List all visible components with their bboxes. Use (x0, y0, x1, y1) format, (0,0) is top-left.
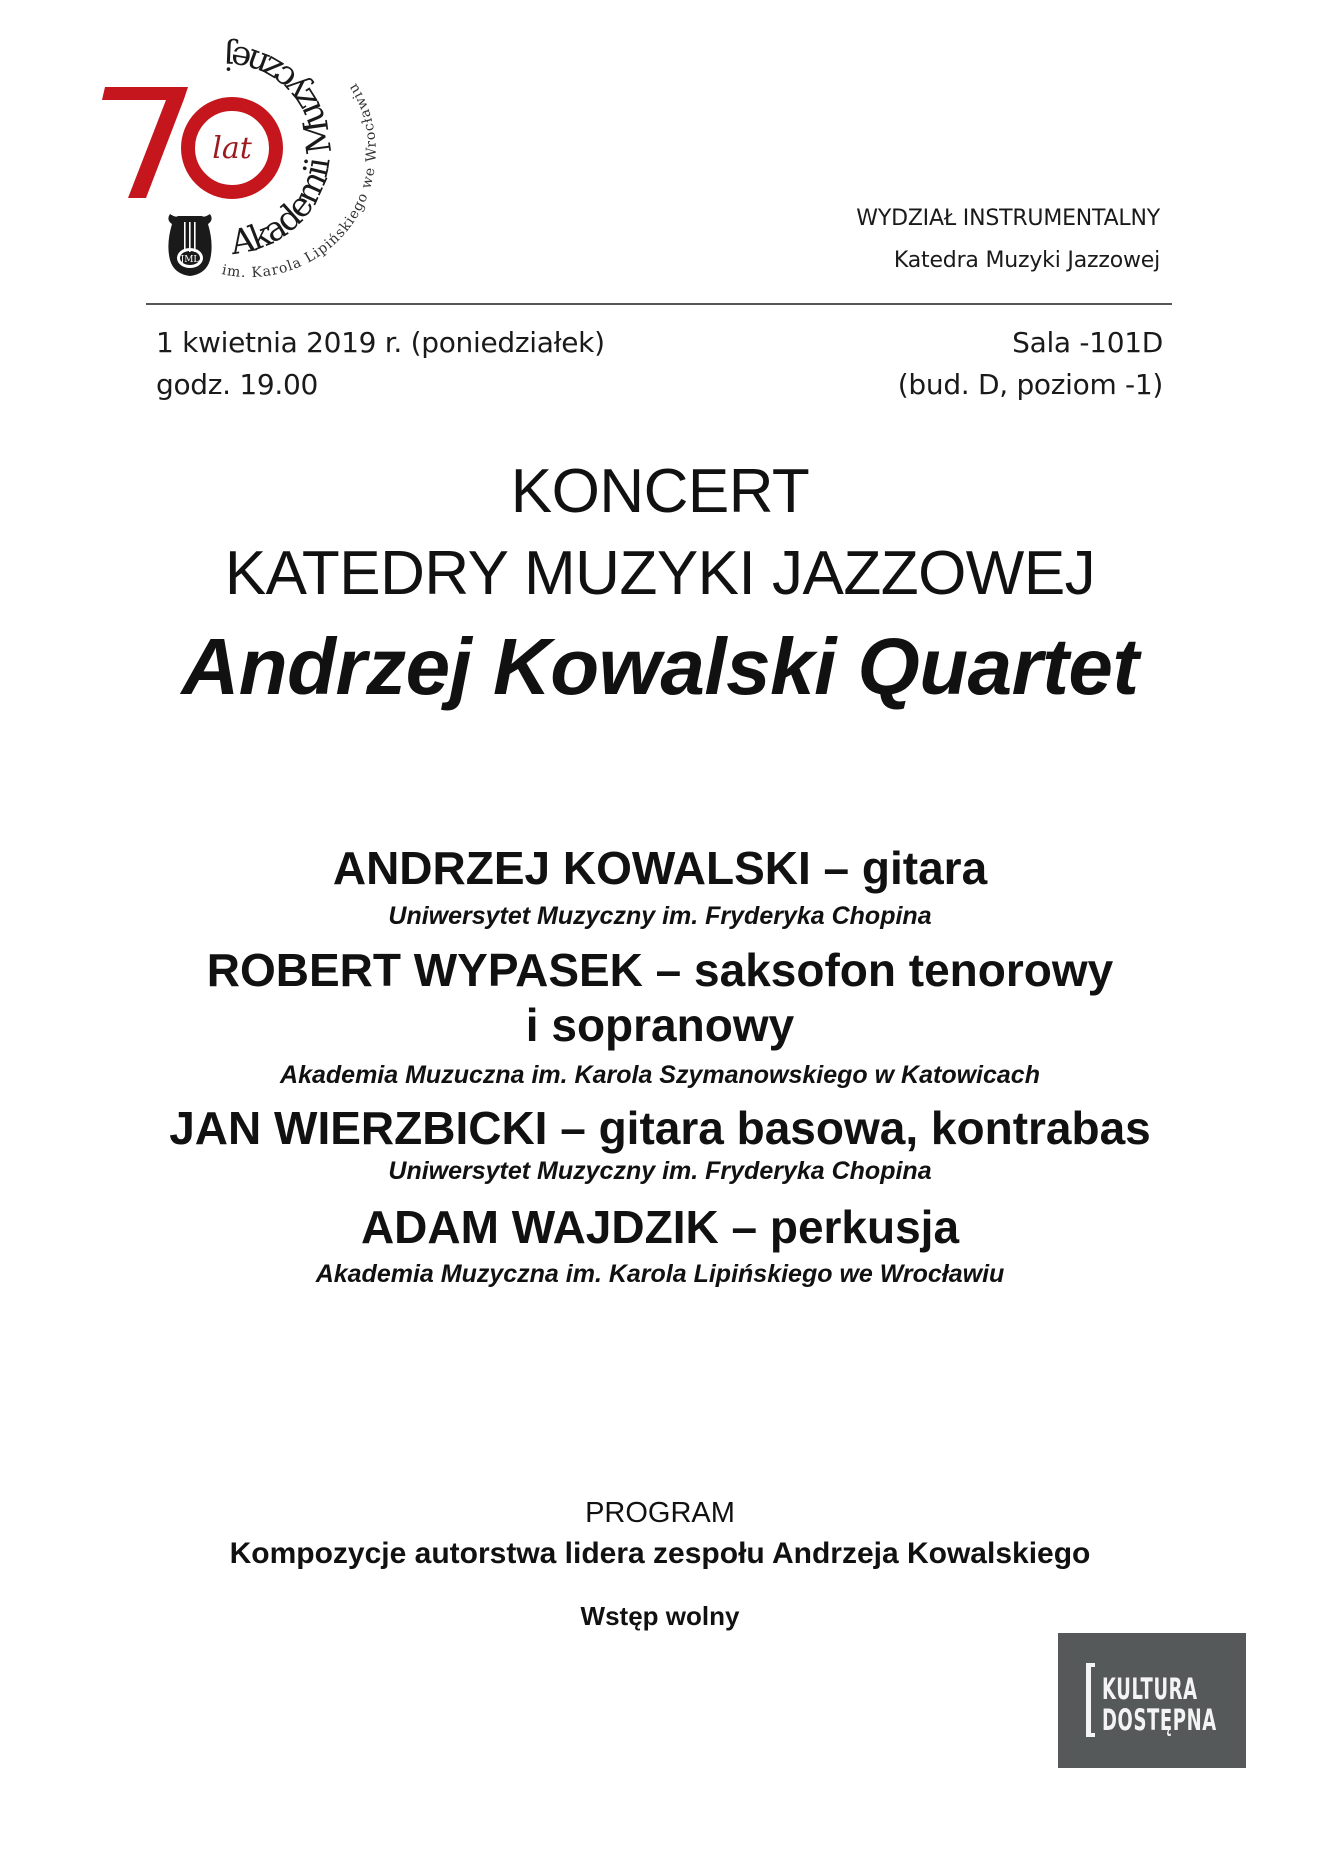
event-time: godz. 19.00 (156, 368, 319, 401)
lat-text: lat (212, 131, 252, 166)
header-divider (146, 303, 1172, 305)
program-heading: PROGRAM (585, 1497, 735, 1529)
academy-70-years-logo (90, 20, 390, 300)
musician-1-school: Uniwersytet Muzyczny im. Fryderyka Chopina (388, 902, 932, 930)
musician-4-name: ADAM WAJDZIK – perkusja (360, 1201, 960, 1253)
kultura-dostepna-badge (1058, 1633, 1246, 1768)
bracket-icon (1086, 1663, 1095, 1737)
seven-glyph (102, 87, 188, 198)
badge-line-1: KULTURA (1102, 1672, 1198, 1706)
department-name: Katedra Muzyki Jazzowej (893, 248, 1160, 273)
musician-4-school: Akademia Muzyczna im. Karola Lipińskiego we Wrocławiu (315, 1260, 1005, 1288)
lyre-icon (168, 214, 211, 276)
band-name: Andrzej Kowalski Quartet (181, 622, 1139, 711)
event-room: Sala -101D (1012, 326, 1163, 359)
title-department: KATEDRY MUZYKI JAZZOWEJ (224, 539, 1096, 608)
arc-sub-text: im. Karola Lipińskiego we Wrocławiu (220, 79, 380, 282)
musician-1-name: ANDRZEJ KOWALSKI – gitara (332, 842, 988, 894)
faculty-name: WYDZIAŁ INSTRUMENTALNY (856, 206, 1160, 231)
musician-3-school: Uniwersytet Muzyczny im. Fryderyka Chopina (388, 1157, 932, 1185)
program-description: Kompozycje autorstwa lidera zespołu Andrzeja Kowalskiego (229, 1537, 1091, 1570)
musician-2-name: ROBERT WYPASEK – saksofon tenorowy (206, 944, 1114, 996)
arc-main-text: Akademii Muzycznej (224, 36, 341, 264)
badge-line-2: DOSTĘPNA (1102, 1703, 1217, 1737)
event-location: (bud. D, poziom -1) (897, 368, 1163, 401)
musician-3-name: JAN WIERZBICKI – gitara basowa, kontrabas (169, 1102, 1151, 1154)
musician-2-school: Akademia Muzuczna im. Karola Szymanowskiego w Katowicach (280, 1061, 1040, 1089)
musician-2-name-cont: i sopranowy (525, 999, 795, 1051)
free-entry-note: Wstęp wolny (580, 1601, 740, 1631)
event-date: 1 kwietnia 2019 r. (poniedziałek) (156, 326, 605, 359)
svg-text:JML: JML (180, 255, 200, 265)
title-koncert: KONCERT (510, 457, 810, 526)
